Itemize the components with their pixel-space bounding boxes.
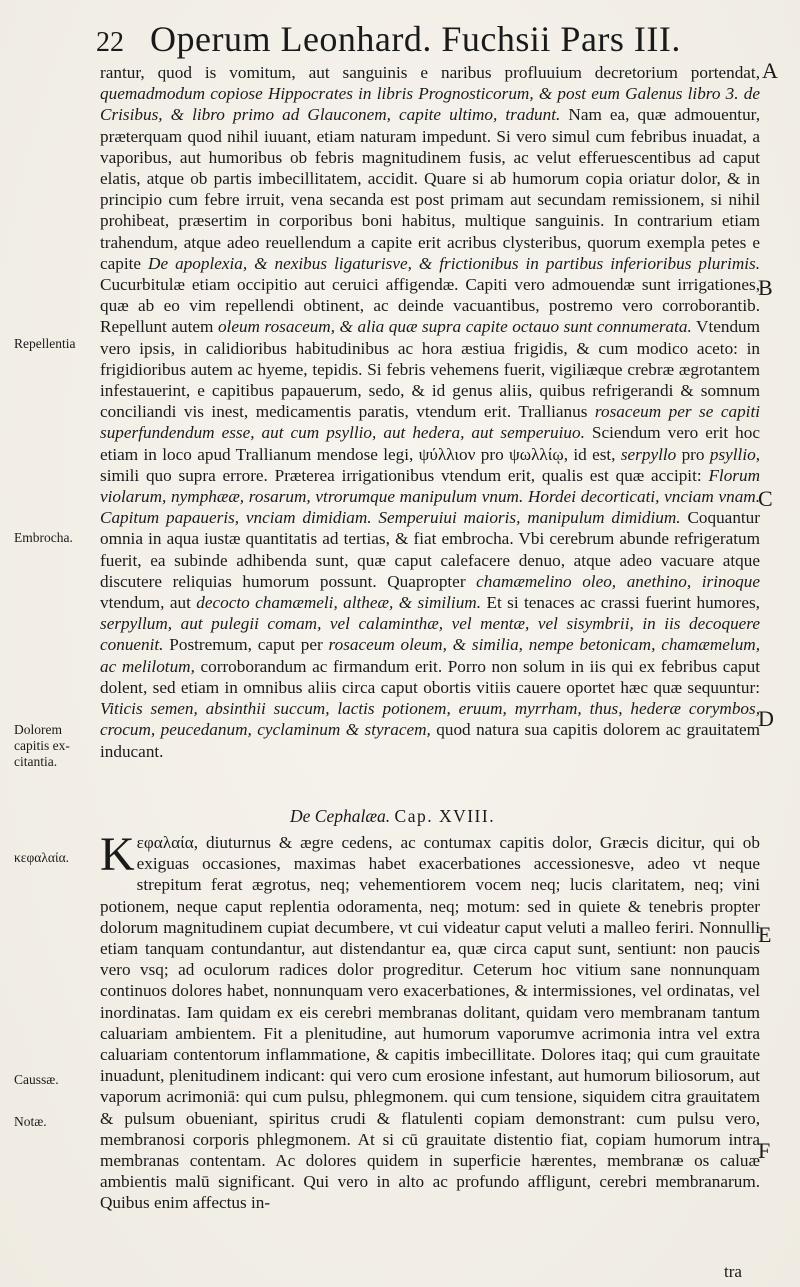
italic-recipe: Florum violarum, nymphææ, rosarum, vtrorumque manipulum vnum. Hordei decorticati, vnciam vnam. Capitum papaueris, vnciam dimidiam. Semperuiui maioris, manipulum dimidium. — [100, 465, 760, 528]
margin-note-repellentia: Repellentia — [14, 336, 76, 351]
text-run: Vtendum vero ipsis, in calidioribus habitudinibus ac hora æstiua frigidis, & cum modico aceto: in frigidioribus autem ac hyeme, tepidis. Si febris vehemens fuerit, vigiliæque crebræ ægrotantem infestauerint, e capitibus papauerum, sedo, & id genus aliis, quibus refrigerandi & somnum conciliandi vis inest, medicamentis paratis, vtendum erit. Trallianus — [100, 317, 760, 422]
chapter-heading — [290, 806, 590, 827]
italic-citation: De apoplexia, & nexibus ligaturisve, & frictionibus in partibus inferioribus plurimis. — [148, 253, 760, 273]
margin-note-line: capitis ex- — [14, 738, 70, 753]
italic-term: decocto chamæmeli, altheæ, & similium. — [196, 593, 482, 613]
page-number: 22 — [96, 27, 124, 58]
text-run: rantur, quod is vomitum, aut sanguinis e naribus profluuium decretorium portendat, — [100, 63, 760, 82]
text-run: vtendum, aut — [100, 593, 197, 613]
italic-term: rosaceum oleum, & similia, nempe betonicam, chamæmelum, ac melilotum, — [100, 635, 760, 676]
section-letter-f: F — [758, 1138, 771, 1163]
margin-note-caussae: Caussæ. — [14, 1072, 59, 1087]
chapter-title: De Cephalæa. — [290, 806, 391, 826]
italic-list: Viticis semen, absinthii succum, lactis potionem, eruum, myrrham, thus, hederæ corymbos, crocum, peucedanum, cyclaminum & styracem, — [100, 699, 760, 740]
italic-citation: oleum rosaceum, & alia quæ supra capite octauo sunt connumerata. — [217, 317, 692, 337]
running-header — [96, 18, 736, 68]
text-run: diuturnus & ægre cedens, ac contumax capitis dolor, Græcis dicitur, qui ob exiguas occasiones, maximas habet exacerbationes accessionesve, adeo vt neque strepitum ferat ægrotus, neq; vehementiorem vocem neq; lucis claritatem, neq; vini potionem, neque caput replentia odoramenta, neq; motum: sed in quiete & tenebris propter dolorum magnitudinem cupiat decumbere, vt cui videatur caput veluti a malleo feriri. Nonnulli etiam tanquam contundantur, aut distendantur ea, quæ circa caput sunt, sentiunt: non paucis vero vsq; ad oculorum radices dolor progreditur. Ceterum hoc vitium sane nonnunquam continuos dolores habet, nonnunquam vero exacerbationes, & intermissiones, vel ordinatas, vel inordinatas. Iam quidam ex eis cerebri membranas dolitant, quidam vero membranam tantum caluariam ambientem. Fit a plenitudine, aut humorum vaporumve acrimonia intra vel extra caluariam contentorum inflammatione, & capitis imbecillitate. Dolores itaq; qui cum grauitate inuadunt, plenitudinem indicant: qui vero cum erosione infestant, aut humorum biliosorum, aut vaporum acrimoniā: qui cum pulsu, phlegmonem. qui cum tensione, siquidem citra grauitatem & pulsum obueniant, spiritus crudi & flatulenti copiam demonstrant: cum pulsu vero, membranosi corporis phlegmonem. At si cū grauitate distentio fiat, copiam humorum intra membranas contentam. Ac dolores quidem in superficie hærentes, membranæ os caluæ ambientis malū significant. Qui vero in alto ac profundo affligunt, cerebri membranarum. Quibus enim affectus in- — [100, 833, 760, 1213]
italic-citation: quemadmodum copiose Hippocrates in libris Prognosticorum, & post eum Galenus libro 3. de Crisibus, & libro primo ad Glauconem, capite ultimo, tradunt. — [100, 84, 760, 125]
text-run: Vbi cerebrum abunde refrigeratum fuerit, ea subinde adhibenda sunt, quæ caput calefacere denuo, atque adeo vacuare atque discutere reliquias humorum possunt. Quapropter — [100, 529, 760, 591]
margin-note-dolorem — [14, 722, 96, 770]
text-run: Et si tenaces ac crassi fuerint humores, — [481, 593, 760, 613]
margin-note-embrocha: Embrocha. — [14, 530, 73, 545]
running-title: Operum Leonhard. Fuchsii Pars III. — [150, 19, 681, 59]
section-letter-a: A — [762, 58, 778, 83]
text-run: Coquantur omnia in aqua iustæ quantitatis ad tertias, & fiat embrocha. — [100, 508, 760, 549]
text-run: Nam ea, quæ admouentur, præterquam quod nihil iuuant, etiam naturam impedunt. Si vero simul cum febribus inuadat, a vaporibus, aut humoribus ob febris magnitudinem fusis, ac velut efferuescentibus ad caput elatis, atque ob partis imbecillitatem, accidit. Quare si ab humorum copia oriatur dolor, & in principio cum febre irruit, vena secanda est post primam aut secundam remissionem, si nihil prohibeat, præsertim in corporibus boni habitus, multique sanguinis. In contrarium etiam trahendum, atque adeo reuellendum a capite erit acribus clysteribus, quorum exempla petes e capite — [100, 105, 760, 273]
text-run: , simili quo supra errore. Præterea irrigationibus vtendum erit, qualis est quæ accipit: — [100, 444, 760, 485]
body-text-block — [100, 62, 760, 802]
margin-note-line: citantia. — [14, 754, 58, 769]
text-run: quod natura sua capitis dolorem ac grauitatem inducant. — [100, 720, 760, 761]
chapter-body-text — [100, 832, 760, 1264]
text-run: Cucurbitulæ etiam occipitio aut ceruici affigendæ. Capiti vero admouendæ sunt irrigationes, quæ ab eo vim repellendi obtinent, ac deinde vacuantibus, postremo vero corroborantib. Repellunt autem — [100, 275, 760, 337]
italic-term: chamæmelino oleo, anethino, irinoque — [476, 571, 760, 591]
margin-note-notae: Notæ. — [14, 1114, 47, 1129]
section-letter-c: C — [758, 486, 773, 511]
text-run: corroborandum ac firmandum erit. Porro non solum in iis qui ex febribus caput dolent, sed etiam in omnibus aliis circa caput obortis vitiis cauere oportet hæc quæ sequuntur: — [100, 656, 760, 697]
italic-term: psyllio — [709, 444, 756, 464]
margin-note-kephalaia: κεφαλαία. — [14, 850, 70, 865]
chapter-number: Cap. XVIII. — [394, 806, 496, 826]
section-letter-e: E — [758, 922, 772, 947]
margin-note-line: Dolorem — [14, 722, 62, 737]
text-run: Sciendum vero erit hoc etiam in loco apud Trallianum mendose legi, ψύλλιον pro ψωλλίῳ, id est, — [100, 423, 760, 464]
text-run: pro — [676, 444, 710, 464]
italic-citation: rosaceum per se capiti superfundendum esse, aut cum psyllio, aut hedera, aut semperuiuo. — [100, 402, 760, 443]
italic-term: serpyllo — [620, 444, 677, 464]
greek-term: εφαλαία, — [136, 833, 199, 852]
section-letter-d: D — [758, 706, 774, 731]
catchword: tra — [724, 1262, 742, 1281]
text-run: Postremum, caput per — [163, 635, 329, 655]
section-letter-b: B — [758, 275, 773, 300]
italic-term: serpyllum, aut pulegii comam, vel calaminthæ, vel mentæ, vel sisymbrii, in iis decoquere conuenit. — [100, 614, 760, 655]
drop-capital: K — [100, 832, 135, 881]
